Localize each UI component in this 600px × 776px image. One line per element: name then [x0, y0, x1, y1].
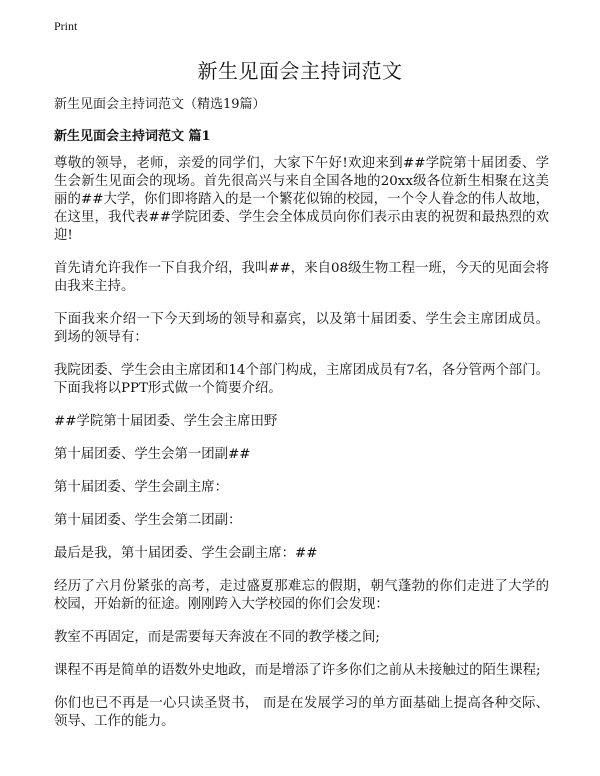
paragraph: 我院团委、学生会由主席团和14个部门构成，主席团成员有7名，各分管两个部门。下面我将以PPT形式做一个简要介绍。	[54, 363, 549, 396]
paragraph: 你们也已不再是一心只读圣贤书， 而是在发展学习的单方面基础上提高各种交际、领导、工作的能力。	[54, 696, 549, 729]
paragraph: 课程不再是简单的语数外史地政，而是增添了许多你们之前从未接触过的陌生课程;	[54, 663, 541, 678]
paragraph: 最后是我，第十届团委、学生会副主席：##	[54, 546, 318, 561]
paragraph: 下面我来介绍一下今天到场的领导和嘉宾，以及第十届团委、学生会主席团成员。到场的领导有：	[54, 312, 549, 345]
document-subtitle: 新生见面会主持词范文（精选19篇）	[54, 97, 266, 112]
paragraph: 第十届团委、学生会第二团副：	[54, 513, 242, 528]
paragraph: 首先请允许我作一下自我介绍，我叫##，来自08级生物工程一班，今天的见面会将由我来主持。	[54, 261, 549, 294]
page-title: 新生见面会主持词范文	[197, 59, 403, 83]
paragraph: 经历了六月份紧张的高考，走过盛夏那难忘的假期，朝气蓬勃的你们走进了大学的校园，开始新的征途。刚刚跨入大学校园的你们会发现：	[54, 579, 549, 612]
paragraph: ##学院第十届团委、学生会主席田野	[54, 414, 278, 429]
paragraph: 第十届团委、学生会副主席：	[54, 480, 229, 495]
paragraph: 第十届团委、学生会第一团副##	[54, 447, 251, 462]
article-body	[54, 155, 549, 746]
print-link[interactable]: Print	[54, 19, 78, 33]
paragraph: 教室不再固定，而是需要每天奔波在不同的教学楼之间;	[54, 630, 380, 645]
paragraph: 尊敬的领导，老师，亲爱的同学们，大家下午好!欢迎来到##学院第十届团委、学生会新生见面会的现场。首先很高兴与来自全国各地的20xx级各位新生相聚在这美丽的##大学，你们即将踏入的是一个繁花似锦的校园，一个令人眷念的伟人故地，在这里，我代表##学院团委、学生会全体成员向你们表示由衷的祝贺和最热烈的欢迎!	[54, 156, 549, 243]
section-heading: 新生见面会主持词范文 篇1	[54, 129, 211, 144]
